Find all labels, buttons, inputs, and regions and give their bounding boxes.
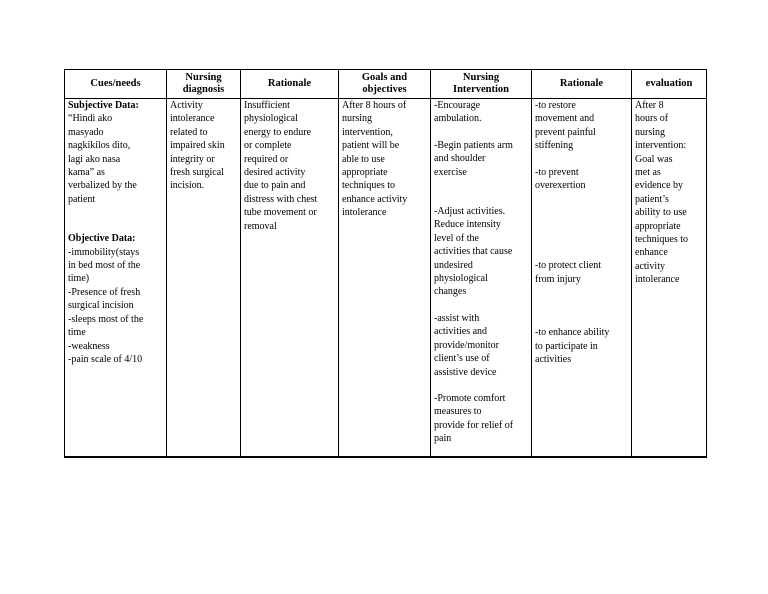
diagnosis-text: Activity intolerance related to impaired skin integrity or fresh surgical incision. bbox=[170, 100, 225, 192]
intervention-item: -Promote comfort measures to provide for relief of pain bbox=[434, 392, 514, 445]
header-nursing-intervention: Nursing Intervention bbox=[431, 70, 532, 99]
header-nursing-diagnosis: Nursing diagnosis bbox=[167, 70, 241, 99]
intervention-cell bbox=[431, 99, 532, 458]
header-rationale-2: Rationale bbox=[532, 70, 632, 99]
intervention-item: -assist with activities and provide/monitor client’s use of assistive device bbox=[434, 312, 499, 378]
header-row bbox=[65, 70, 707, 99]
goals-cell bbox=[339, 99, 431, 458]
intervention-item: -Encourage ambulation. bbox=[434, 100, 482, 125]
objective-data-label: Objective Data: bbox=[68, 233, 136, 245]
header-goals-objectives: Goals and objectives bbox=[339, 70, 431, 99]
diagnosis-cell bbox=[167, 99, 241, 458]
rationale-2-item: -to enhance ability to participate in activities bbox=[535, 327, 610, 366]
header-cues-needs: Cues/needs bbox=[65, 70, 167, 99]
header-rationale: Rationale bbox=[241, 70, 339, 99]
intervention-item: -Begin patients arm and shoulder exercise bbox=[434, 139, 513, 178]
objective-data-text: -immobility(stays in bed most of the time) -Presence of fresh surgical incision -sleeps most of the time -weakness -pain scale of 4/10 bbox=[68, 246, 144, 365]
header-evaluation: evaluation bbox=[632, 70, 707, 99]
rationale-2-cell bbox=[532, 99, 632, 458]
subjective-data-text: “Hindi ako masyado nagkikilos dito, lagi ako nasa kama” as verbalized by the patient bbox=[68, 113, 137, 205]
subjective-data-label: Subjective Data: bbox=[68, 100, 139, 111]
rationale-2-item: -to restore movement and prevent painful stiffening bbox=[535, 100, 596, 152]
nursing-care-plan-table bbox=[64, 69, 707, 458]
evaluation-text: After 8 hours of nursing intervention: Goal was met as evidence by patient’s ability to use appropriate techniques to enhance activity intolerance bbox=[635, 100, 689, 286]
rationale-cell bbox=[241, 99, 339, 458]
rationale-2-item: -to prevent overexertion bbox=[535, 166, 586, 192]
evaluation-cell bbox=[632, 99, 707, 458]
plan-row bbox=[65, 99, 707, 458]
cues-cell bbox=[65, 99, 167, 458]
intervention-item: -Adjust activities. Reduce intensity level of the activities that cause undesired physiological changes bbox=[434, 206, 513, 298]
rationale-2-item: -to protect client from injury bbox=[535, 260, 602, 285]
goals-text: After 8 hours of nursing intervention, patient will be able to use appropriate techniques to enhance activity intolerance bbox=[342, 100, 408, 219]
rationale-text: Insufficient physiological energy to endure or complete required or desired activity due to pain and distress with chest tube movement or removal bbox=[244, 100, 318, 232]
